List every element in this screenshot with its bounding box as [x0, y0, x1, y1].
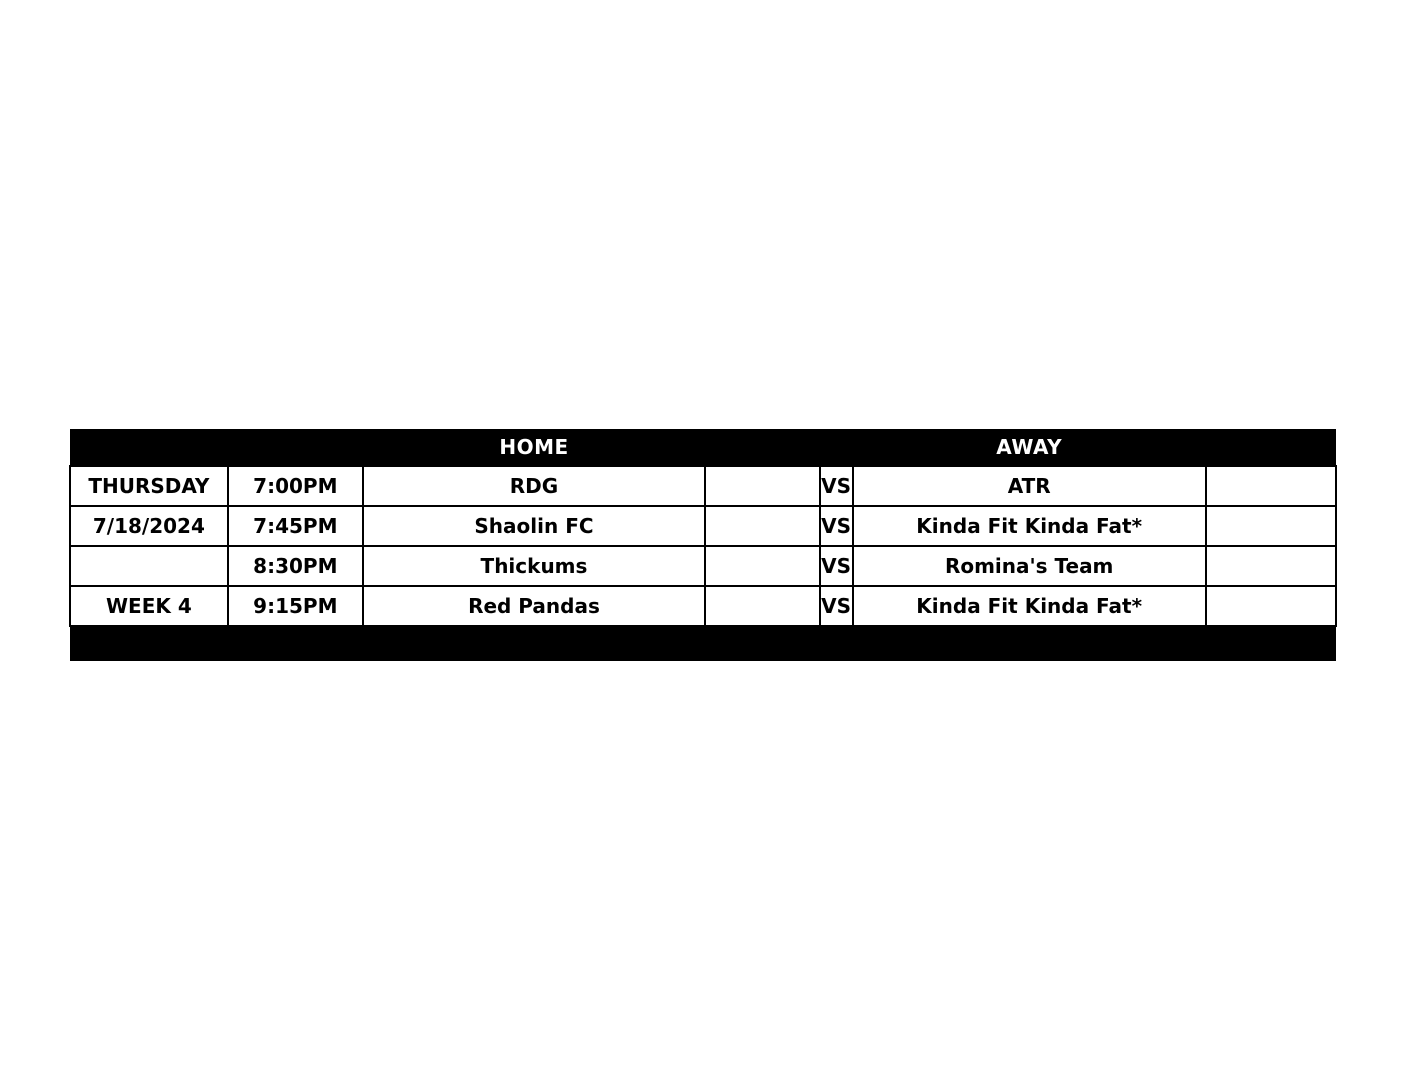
footer-spacer-left [70, 626, 228, 661]
vs-label: VS [820, 506, 853, 546]
footer-away-note: AWAY WEAR DARK COLOR [853, 626, 1206, 661]
info-blank [70, 546, 228, 586]
away-team: Kinda Fit Kinda Fat* [853, 586, 1206, 626]
header-away-label: AWAY [853, 429, 1206, 466]
footer-spacer-time [228, 626, 363, 661]
home-team: Shaolin FC [363, 506, 705, 546]
header-spacer-vs [820, 429, 853, 466]
away-score[interactable] [1206, 546, 1336, 586]
table-header-band [70, 429, 1336, 466]
vs-label: VS [820, 546, 853, 586]
game-time: 9:15PM [228, 586, 363, 626]
home-score[interactable] [705, 586, 820, 626]
away-team: Kinda Fit Kinda Fat* [853, 506, 1206, 546]
game-time: 8:30PM [228, 546, 363, 586]
table-row [70, 466, 1336, 506]
game-time: 7:45PM [228, 506, 363, 546]
schedule-table [69, 429, 1337, 661]
table-footer-band [70, 626, 1336, 661]
header-spacer-left [70, 429, 228, 466]
away-score[interactable] [1206, 506, 1336, 546]
home-team: RDG [363, 466, 705, 506]
home-team: Red Pandas [363, 586, 705, 626]
away-score[interactable] [1206, 466, 1336, 506]
header-spacer-score-home [705, 429, 820, 466]
header-spacer-score-away [1206, 429, 1336, 466]
home-score[interactable] [705, 466, 820, 506]
footer-spacer-score-away [1206, 626, 1336, 661]
info-day: THURSDAY [70, 466, 228, 506]
info-date: 7/18/2024 [70, 506, 228, 546]
home-team: Thickums [363, 546, 705, 586]
vs-label: VS [820, 586, 853, 626]
header-home-label: HOME [363, 429, 705, 466]
home-score[interactable] [705, 546, 820, 586]
header-spacer-time [228, 429, 363, 466]
away-team: ATR [853, 466, 1206, 506]
info-week: WEEK 4 [70, 586, 228, 626]
away-team: Romina's Team [853, 546, 1206, 586]
table-row [70, 506, 1336, 546]
footer-spacer-vs [820, 626, 853, 661]
schedule-container [69, 429, 1337, 661]
table-row [70, 546, 1336, 586]
vs-label: VS [820, 466, 853, 506]
footer-home-note: HOME WEAR LIGHT COLOR [363, 626, 705, 661]
footer-spacer-score-home [705, 626, 820, 661]
table-row [70, 586, 1336, 626]
away-score[interactable] [1206, 586, 1336, 626]
home-score[interactable] [705, 506, 820, 546]
game-time: 7:00PM [228, 466, 363, 506]
